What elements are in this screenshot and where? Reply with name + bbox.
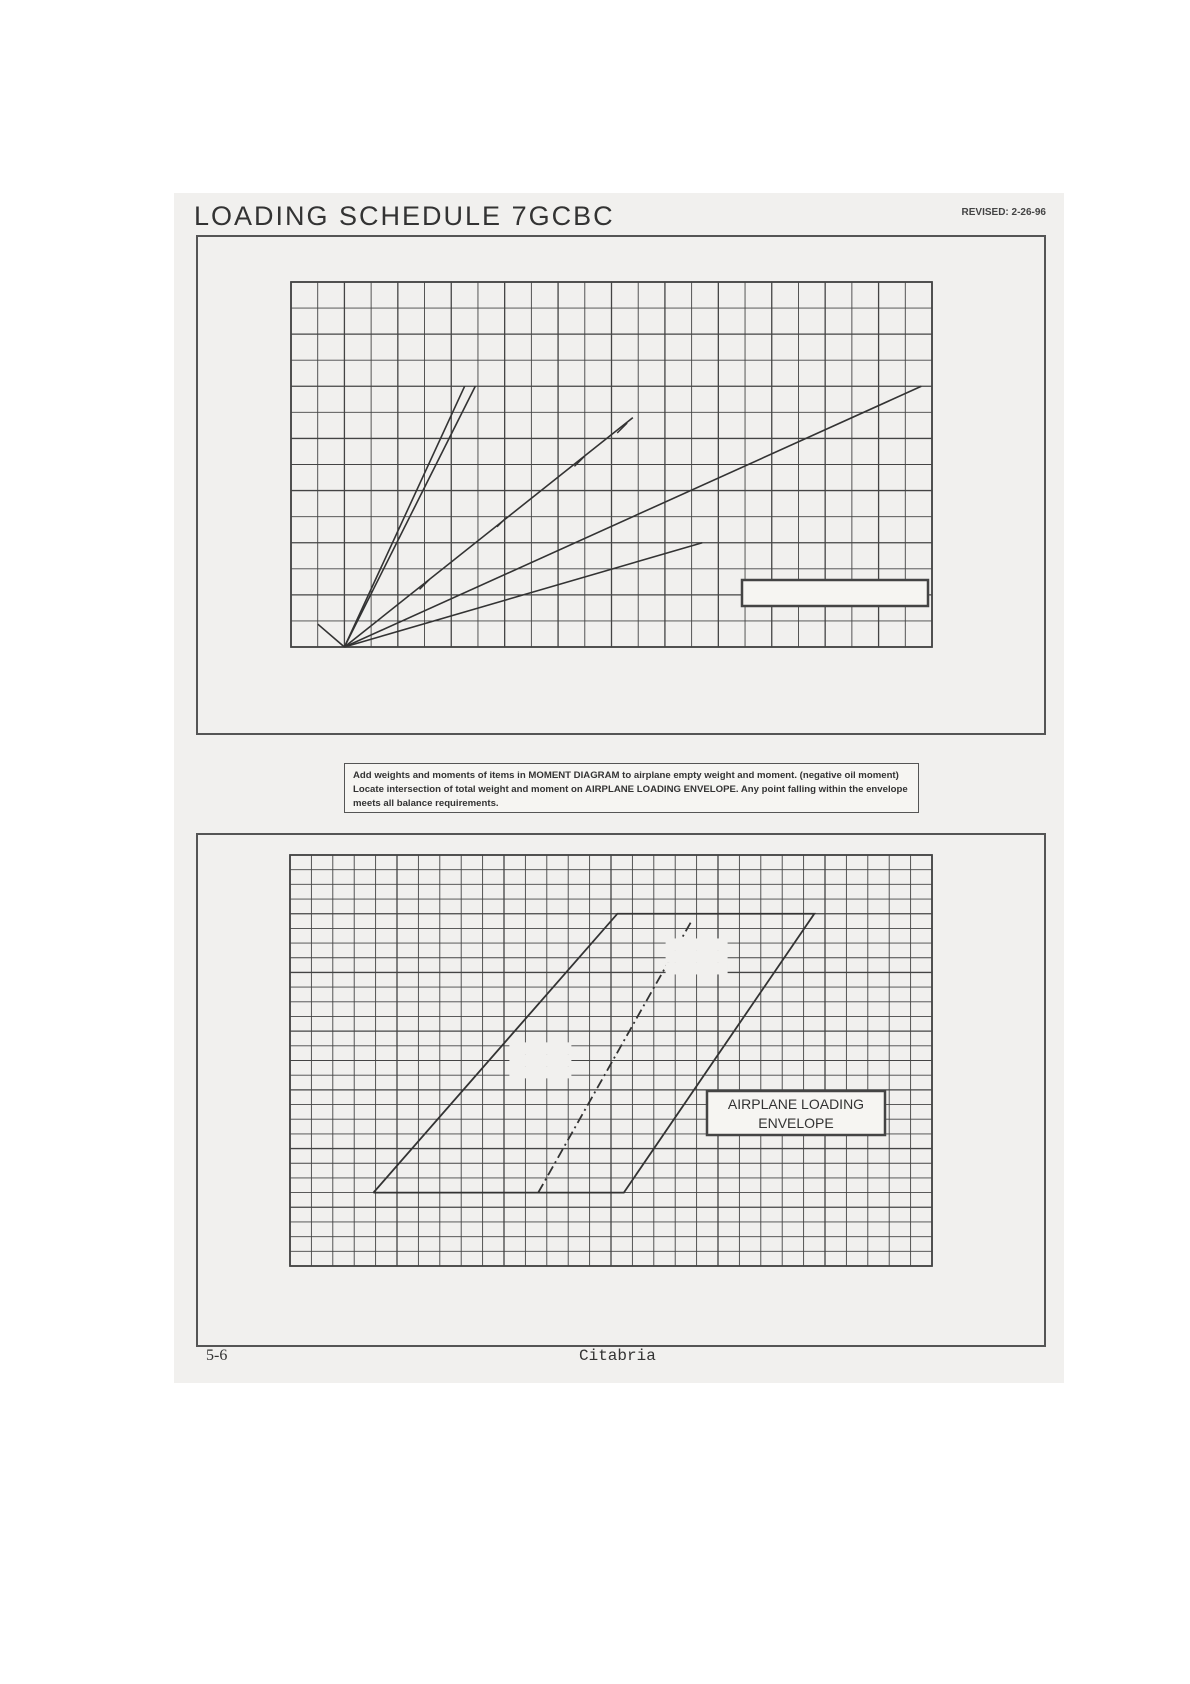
revision-date: REVISED: 2-26-96 bbox=[961, 207, 1046, 218]
region-label-backdrop bbox=[509, 1054, 571, 1066]
instruction-note: Add weights and moments of items in MOMENT DIAGRAM to airplane empty weight and moment. (negative oil moment) Locate intersection of total weight and moment on AIRPLANE LOADING ENVELOPE. Any point falling within the envelope meets all balance requirements. bbox=[344, 763, 919, 813]
charts-svg bbox=[174, 193, 1064, 1383]
moment-series-line bbox=[318, 624, 345, 647]
region-label-backdrop bbox=[666, 962, 728, 974]
region-label-backdrop bbox=[509, 1042, 571, 1054]
region-label-backdrop bbox=[666, 938, 728, 950]
envelope-title-line-2: ENVELOPE bbox=[758, 1115, 834, 1131]
document-sheet bbox=[174, 193, 1064, 1383]
envelope-title-line-1: AIRPLANE LOADING bbox=[727, 1096, 865, 1112]
document-title: LOADING SCHEDULE 7GCBC bbox=[194, 201, 615, 231]
moment-series-line bbox=[344, 418, 632, 647]
moment-diagram-title-box bbox=[742, 580, 928, 606]
footer-brand: Citabria bbox=[579, 1347, 656, 1365]
region-label-backdrop bbox=[666, 950, 728, 962]
region-label-backdrop bbox=[509, 1066, 571, 1078]
page-number: 5-6 bbox=[206, 1347, 228, 1364]
fuel-tick-mark bbox=[497, 517, 507, 527]
